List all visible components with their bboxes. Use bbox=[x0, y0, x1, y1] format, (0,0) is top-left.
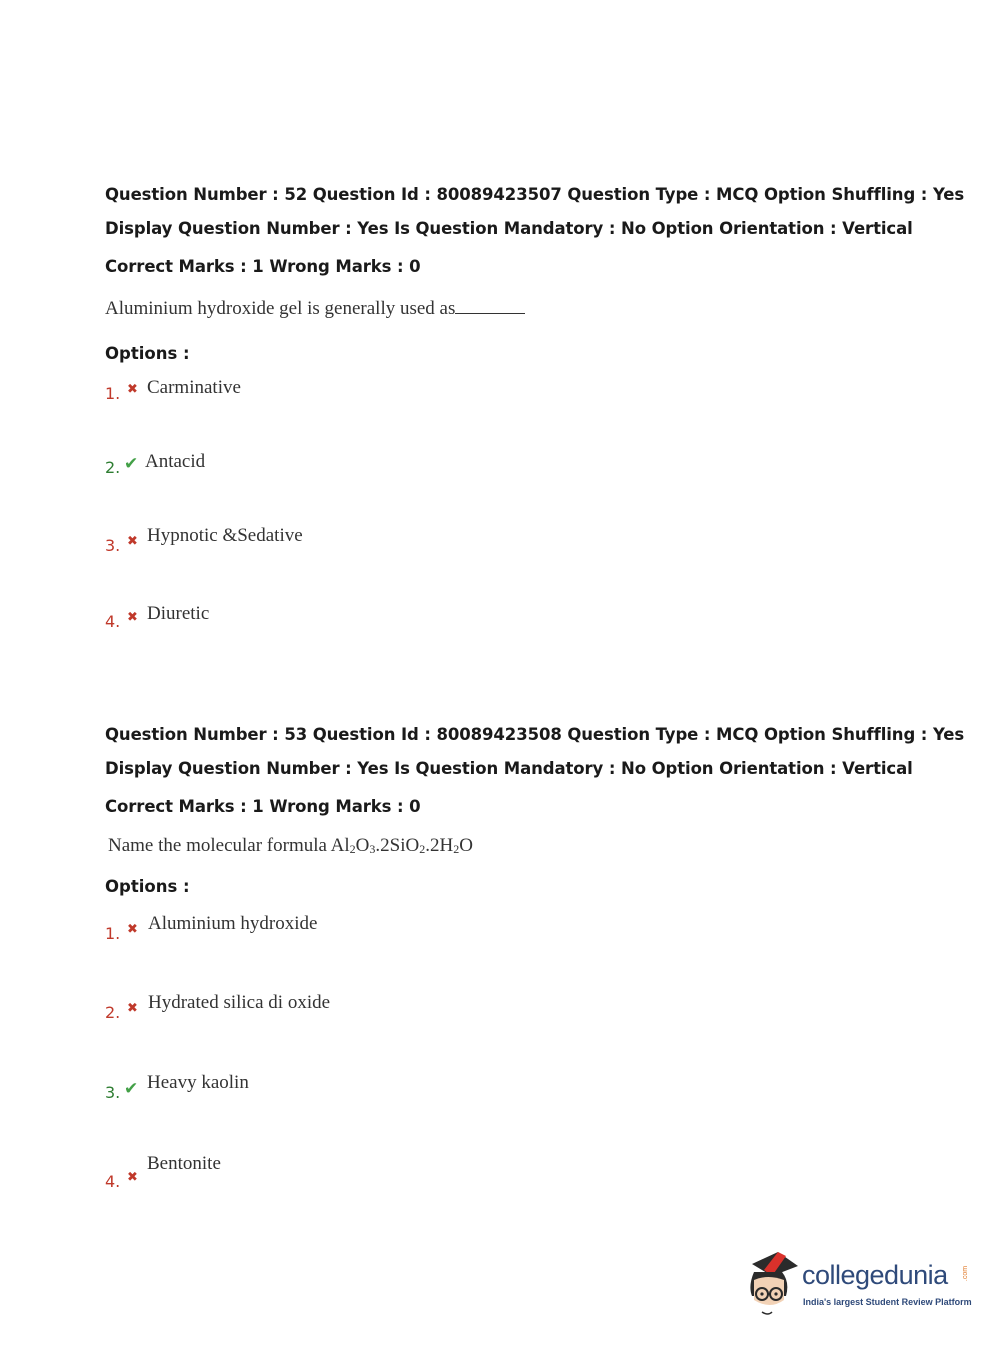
option-text: Diuretic bbox=[147, 603, 210, 624]
question-marks: Correct Marks : 1 Wrong Marks : 0 bbox=[105, 257, 421, 276]
option-text: Hypnotic &Sedative bbox=[147, 525, 303, 546]
option-text: Heavy kaolin bbox=[147, 1072, 249, 1093]
cross-icon: ✖ bbox=[127, 534, 138, 549]
cross-icon: ✖ bbox=[127, 610, 138, 625]
logo-suffix: .com bbox=[962, 1265, 970, 1282]
option-1 bbox=[105, 913, 705, 943]
option-text: Hydrated silica di oxide bbox=[148, 992, 331, 1013]
option-text: Bentonite bbox=[147, 1153, 221, 1174]
option-3 bbox=[105, 525, 705, 555]
cross-icon: ✖ bbox=[127, 382, 138, 397]
question-stem: Name the molecular formula $Al_2O_3.2SiO_2.2H_2O$ bbox=[108, 835, 473, 856]
option-text: Antacid bbox=[145, 451, 206, 472]
mascot-icon bbox=[742, 1250, 800, 1318]
option-4 bbox=[105, 1153, 705, 1191]
cross-icon: ✖ bbox=[127, 1170, 138, 1185]
option-number: 3. bbox=[105, 536, 121, 555]
answer-blank bbox=[455, 312, 525, 314]
option-2 bbox=[105, 992, 705, 1022]
option-text: Aluminium hydroxide bbox=[148, 913, 318, 934]
molecular-formula: $Al_2O_3.2SiO_2.2H_2O$ bbox=[330, 835, 473, 856]
option-number: 1. bbox=[105, 924, 121, 943]
question-meta-line2: Display Question Number : Yes Is Question Mandatory : No Option Orientation : Vertical bbox=[105, 219, 913, 238]
collegedunia-logo bbox=[742, 1250, 972, 1320]
logo-tagline: India's largest Student Review Platform bbox=[803, 1297, 972, 1307]
check-icon: ✔ bbox=[124, 1079, 139, 1099]
option-number: 1. bbox=[105, 384, 121, 403]
option-number: 3. bbox=[105, 1083, 121, 1102]
option-3 bbox=[105, 1072, 705, 1102]
question-stem: Aluminium hydroxide gel is generally used as bbox=[105, 298, 525, 320]
option-number: 4. bbox=[105, 1172, 121, 1191]
option-1 bbox=[105, 377, 705, 407]
option-4 bbox=[105, 603, 705, 633]
option-2 bbox=[105, 451, 705, 481]
option-number: 4. bbox=[105, 612, 121, 631]
cross-icon: ✖ bbox=[127, 922, 138, 937]
question-marks: Correct Marks : 1 Wrong Marks : 0 bbox=[105, 797, 421, 816]
options-label: Options : bbox=[105, 344, 190, 363]
cross-icon: ✖ bbox=[127, 1001, 138, 1016]
logo-wordmark: collegedunia bbox=[802, 1260, 948, 1290]
question-meta-line2: Display Question Number : Yes Is Question Mandatory : No Option Orientation : Vertical bbox=[105, 759, 913, 778]
option-number: 2. bbox=[105, 1003, 121, 1022]
question-meta-line1: Question Number : 52 Question Id : 80089423507 Question Type : MCQ Option Shuffling : Yes bbox=[105, 185, 965, 204]
check-icon: ✔ bbox=[124, 454, 139, 474]
question-meta-line1: Question Number : 53 Question Id : 80089423508 Question Type : MCQ Option Shuffling : Yes bbox=[105, 725, 965, 744]
option-number: 2. bbox=[105, 458, 121, 477]
option-text: Carminative bbox=[147, 377, 241, 398]
options-label: Options : bbox=[105, 877, 190, 896]
